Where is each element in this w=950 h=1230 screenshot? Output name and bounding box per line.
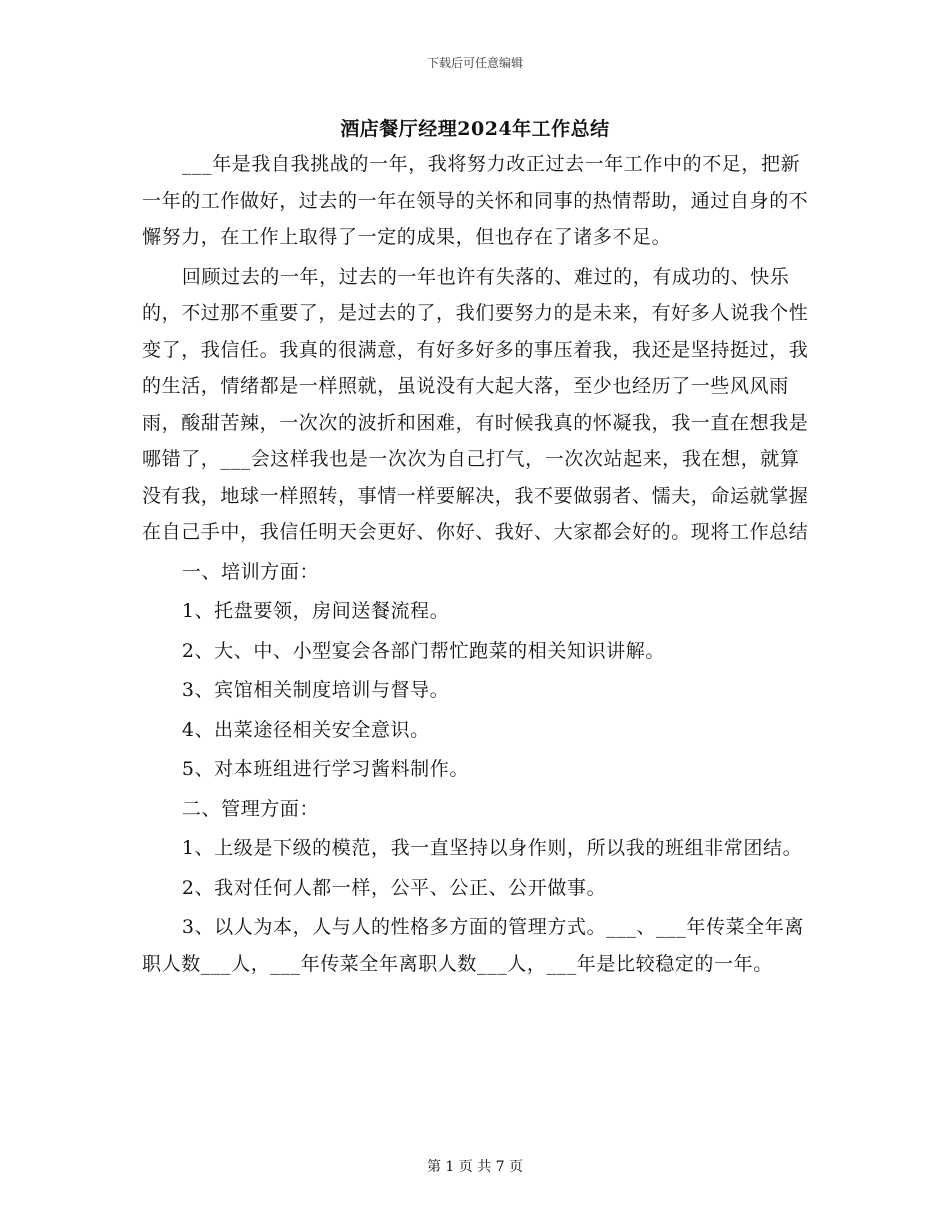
list-item-training-3: 3、宾馆相关制度培训与督导。	[181, 679, 450, 701]
paragraph-review: 回顾过去的一年，过去的一年也许有失落的、难过的，有成功的、快乐的，不过那不重要了，是过去的了，我们要努力的是未来，有好多人说我个性变了，我信任。我真的很满意，有好多好多的事压着我，我还是坚持挺过，我的生活，情绪都是一样照就，虽说没有大起大落，至少也经历了一些风风雨雨，酸甜苦辣，一次次的波折和困难，有时候我真的怀凝我，我一直在想我是哪错了，___会这样我也是一次次为自己打气，一次次站起来，我在想，就算没有我，地球一样照转，事情一样要解决，我不要做弱者、懦夫，命运就掌握在自己手中，我信任明天会更好、你好、我好、大家都会好的。现将工作总结	[142, 265, 809, 543]
list-item-training-2: 2、大、中、小型宴会各部门帮忙跑菜的相关知识讲解。	[181, 639, 665, 662]
list-item-training-5: 5、对本班组进行学习酱料制作。	[181, 758, 469, 780]
document-body	[142, 146, 814, 985]
list-item-management-1: 1、上级是下级的模范，我一直坚持以身作则，所以我的班组非常团结。	[181, 837, 803, 859]
section-heading-training: 一、培训方面：	[181, 560, 320, 583]
paragraph-intro: ___年是我自我挑战的一年，我将努力改正过去一年工作中的不足，把新一年的工作做好，过去的一年在领导的关怀和同事的热情帮助，通过自身的不懈努力，在工作上取得了一定的成果，但也存在了诸多不足。	[142, 153, 809, 248]
list-item-training-1: 1、托盘要领，房间送餐流程。	[181, 600, 450, 622]
list-item-training-4: 4、出菜途径相关安全意识。	[181, 718, 430, 741]
section-heading-management: 二、管理方面：	[181, 797, 320, 820]
document-title: 酒店餐厅经理2024年工作总结	[340, 118, 610, 140]
header-note: 下载后可任意编辑	[426, 56, 523, 70]
list-item-management-2: 2、我对任何人都一样，公平、公正、公开做事。	[181, 876, 607, 899]
list-item-management-3: 3、以人为本，人与人的性格多方面的管理方式。___、___年传菜全年离职人数___人，___年传菜全年离职人数___人，___年是比较稳定的一年。	[142, 916, 804, 975]
page-number: 第 1 页 共 7 页	[426, 1159, 524, 1175]
